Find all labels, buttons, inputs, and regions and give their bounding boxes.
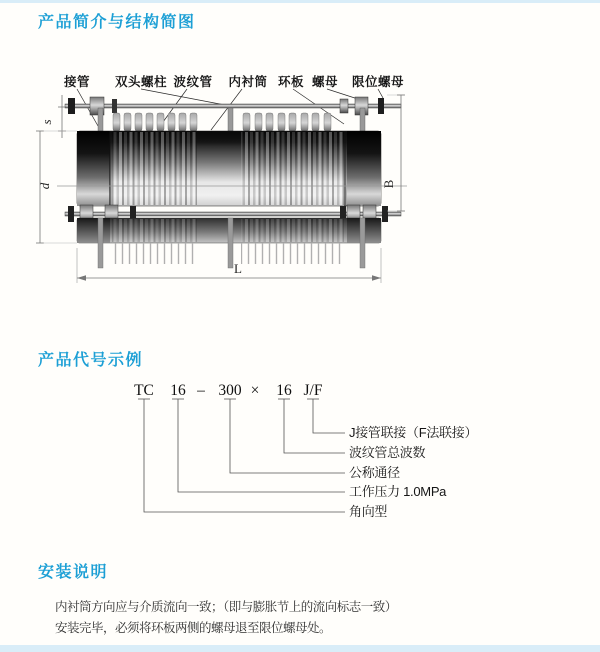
- structure-diagram: [35, 64, 460, 306]
- code-segments: [134, 382, 323, 399]
- dimension-label-s: s: [39, 119, 54, 125]
- install-note-line: 安装完毕，必须将环板两侧的螺母退至限位螺母处。: [55, 621, 332, 635]
- code-seg-type: TC: [134, 382, 154, 399]
- part-labels: [63, 74, 404, 89]
- dimension-s: [58, 95, 66, 138]
- callout-connectors: [138, 399, 345, 512]
- code-seg-pressure: 16: [170, 382, 186, 399]
- callout-nominal-diameter: 公称通径: [349, 465, 400, 480]
- part-label-stud-bolt: 双头螺柱: [114, 75, 168, 89]
- part-label-ring-plate: 环板: [277, 75, 305, 89]
- code-seg-times: ×: [250, 382, 260, 399]
- code-seg-dash: –: [197, 382, 205, 399]
- code-seg-diameter: 300: [218, 382, 242, 399]
- part-label-inner-liner: 内衬筒: [228, 75, 268, 89]
- part-label-bellows: 波纹管: [173, 75, 213, 89]
- code-seg-connect: J/F: [303, 382, 323, 399]
- callout-labels: [349, 425, 477, 519]
- part-label-nut: 螺母: [311, 75, 339, 89]
- code-seg-waves: 16: [276, 382, 292, 399]
- dimension-label-B: B: [381, 179, 396, 189]
- product-code-diagram: [100, 372, 580, 542]
- part-label-limit-nut: 限位螺母: [351, 75, 405, 89]
- installation-notes: [55, 597, 397, 639]
- section-title-install: 安装说明: [38, 564, 109, 581]
- code-callout-svg: [100, 372, 580, 542]
- expansion-joint-diagram: [35, 64, 460, 306]
- callout-connection-type: J接管联接（F法联接）: [349, 425, 478, 440]
- dimension-B: [387, 95, 405, 211]
- install-note-line: 内衬筒方向应与介质流向一致；（即与膨胀节上的流向标志一致）: [55, 600, 397, 614]
- page-bottom-edge-strip: [0, 645, 600, 652]
- dimension-label-L: L: [234, 261, 242, 276]
- callout-angular-type: 角向型: [349, 504, 388, 519]
- dimension-label-d: d: [37, 182, 52, 190]
- section-title-intro: 产品简介与结构简图: [38, 14, 196, 31]
- part-label-connecting-pipe: 接管: [63, 75, 91, 89]
- callout-wave-count: 波纹管总波数: [349, 445, 426, 460]
- joint-body: [77, 131, 381, 206]
- page-top-edge-strip: [0, 0, 600, 3]
- callout-working-pressure: 工作压力 1.0MPa: [349, 484, 447, 499]
- section-title-code: 产品代号示例: [38, 352, 144, 369]
